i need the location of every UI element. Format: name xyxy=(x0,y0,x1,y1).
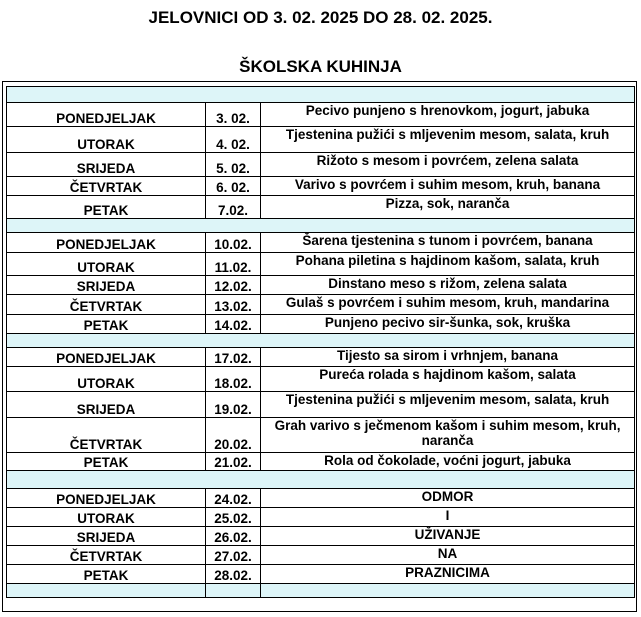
week-separator xyxy=(7,87,635,103)
page-title: JELOVNICI OD 3. 02. 2025 DO 28. 02. 2025. xyxy=(148,8,493,27)
day-cell: PETAK xyxy=(7,565,206,584)
meal-cell: Tjestenina pužići s mljevenim mesom, salata, kruh xyxy=(261,127,635,153)
meal-cell: Tjestenina pužići s mljevenim mesom, salata, kruh xyxy=(261,392,635,418)
table-row xyxy=(7,127,635,153)
meal-cell: NA xyxy=(261,546,635,565)
table-row xyxy=(7,546,635,565)
table-row xyxy=(7,367,635,392)
menu-table xyxy=(6,86,635,598)
date-cell: 19.02. xyxy=(206,392,261,418)
date-cell: 18.02. xyxy=(206,367,261,392)
meal-cell: Rola od čokolade, voćni jogurt, jabuka xyxy=(261,453,635,471)
week-separator xyxy=(7,584,635,598)
date-cell: 28.02. xyxy=(206,565,261,584)
date-cell: 5. 02. xyxy=(206,153,261,177)
date-cell: 11.02. xyxy=(206,253,261,276)
table-row xyxy=(7,565,635,584)
day-cell: PETAK xyxy=(7,196,206,219)
day-cell: UTORAK xyxy=(7,127,206,153)
table-row xyxy=(7,348,635,367)
day-cell: SRIJEDA xyxy=(7,527,206,546)
table-row xyxy=(7,276,635,295)
day-cell: ČETVRTAK xyxy=(7,418,206,453)
day-cell: UTORAK xyxy=(7,253,206,276)
meal-cell: Pecivo punjeno s hrenovkom, jogurt, jabuka xyxy=(261,103,635,127)
table-row xyxy=(7,233,635,253)
meal-cell: Pureća rolada s hajdinom kašom, salata xyxy=(261,367,635,392)
date-cell: 26.02. xyxy=(206,527,261,546)
date-cell: 24.02. xyxy=(206,489,261,508)
meal-cell: ODMOR xyxy=(261,489,635,508)
date-cell: 13.02. xyxy=(206,295,261,315)
day-cell: SRIJEDA xyxy=(7,153,206,177)
date-cell: 14.02. xyxy=(206,315,261,334)
meal-cell: Rižoto s mesom i povrćem, zelena salata xyxy=(261,153,635,177)
day-cell: SRIJEDA xyxy=(7,392,206,418)
menu-table-body xyxy=(7,87,635,598)
table-row xyxy=(7,527,635,546)
page-subtitle: ŠKOLSKA KUHINJA xyxy=(239,57,402,76)
day-cell: PONEDJELJAK xyxy=(7,489,206,508)
date-cell: 12.02. xyxy=(206,276,261,295)
day-cell: UTORAK xyxy=(7,508,206,527)
date-cell: 4. 02. xyxy=(206,127,261,153)
table-row xyxy=(7,392,635,418)
meal-cell: I xyxy=(261,508,635,527)
day-cell: SRIJEDA xyxy=(7,276,206,295)
meal-cell: Dinstano meso s rižom, zelena salata xyxy=(261,276,635,295)
date-cell: 20.02. xyxy=(206,418,261,453)
day-cell: ČETVRTAK xyxy=(7,177,206,196)
date-cell: 7.02. xyxy=(206,196,261,219)
meal-cell: Grah varivo s ječmenom kašom i suhim mesom, kruh, naranča xyxy=(261,418,635,453)
meal-cell: Gulaš s povrćem i suhim mesom, kruh, mandarina xyxy=(261,295,635,315)
table-row xyxy=(7,103,635,127)
day-cell: ČETVRTAK xyxy=(7,295,206,315)
date-cell: 6. 02. xyxy=(206,177,261,196)
meal-cell: Varivo s povrćem i suhim mesom, kruh, banana xyxy=(261,177,635,196)
date-cell: 27.02. xyxy=(206,546,261,565)
date-cell: 21.02. xyxy=(206,453,261,471)
table-row xyxy=(7,196,635,219)
table-row xyxy=(7,508,635,527)
meal-cell: Pohana piletina s hajdinom kašom, salata, kruh xyxy=(261,253,635,276)
date-cell: 3. 02. xyxy=(206,103,261,127)
table-row xyxy=(7,453,635,471)
date-cell: 25.02. xyxy=(206,508,261,527)
meal-cell: Šarena tjestenina s tunom i povrćem, banana xyxy=(261,233,635,253)
day-cell: PONEDJELJAK xyxy=(7,233,206,253)
table-row xyxy=(7,177,635,196)
table-row xyxy=(7,315,635,334)
meal-cell: Tijesto sa sirom i vrhnjem, banana xyxy=(261,348,635,367)
day-cell: PONEDJELJAK xyxy=(7,103,206,127)
week-separator xyxy=(7,219,635,233)
meal-cell: UŽIVANJE xyxy=(261,527,635,546)
meal-cell: Pizza, sok, naranča xyxy=(261,196,635,219)
table-row xyxy=(7,418,635,453)
table-row xyxy=(7,253,635,276)
meal-cell: PRAZNICIMA xyxy=(261,565,635,584)
day-cell: PETAK xyxy=(7,453,206,471)
day-cell: UTORAK xyxy=(7,367,206,392)
table-row xyxy=(7,153,635,177)
week-separator xyxy=(7,334,635,348)
date-cell: 17.02. xyxy=(206,348,261,367)
day-cell: ČETVRTAK xyxy=(7,546,206,565)
meal-cell: Punjeno pecivo sir-šunka, sok, kruška xyxy=(261,315,635,334)
day-cell: PONEDJELJAK xyxy=(7,348,206,367)
table-row xyxy=(7,489,635,508)
day-cell: PETAK xyxy=(7,315,206,334)
week-separator xyxy=(7,471,635,489)
table-row xyxy=(7,295,635,315)
date-cell: 10.02. xyxy=(206,233,261,253)
